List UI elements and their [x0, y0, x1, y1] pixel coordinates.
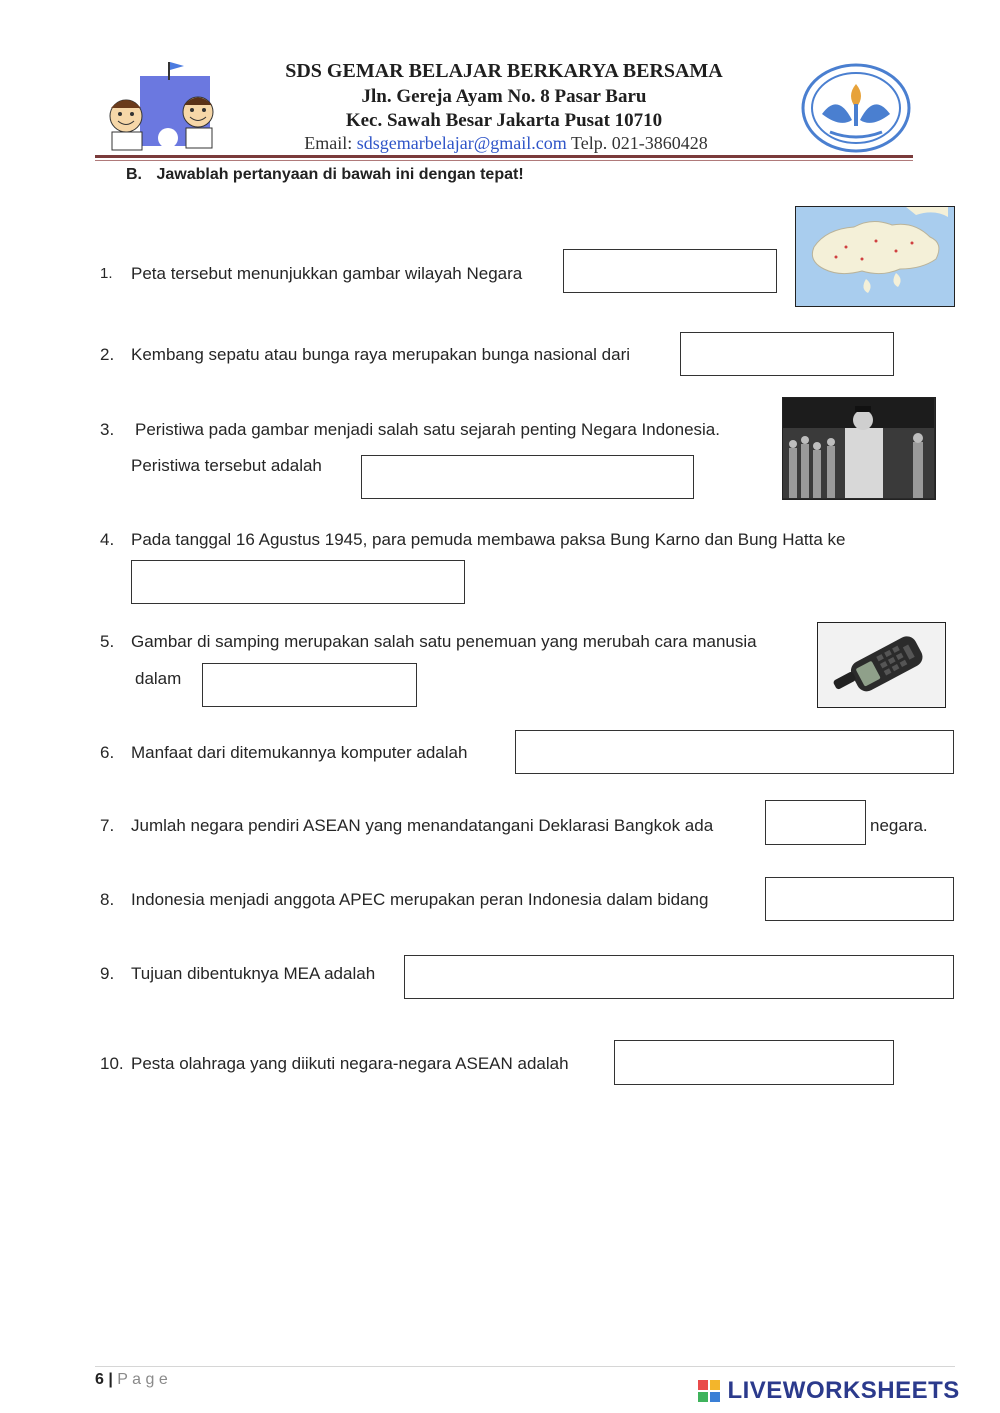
- proclamation-photo: [782, 397, 936, 500]
- page-number: 6: [95, 1371, 104, 1388]
- question-text: Peristiwa pada gambar menjadi salah satu sejarah penting Negara Indonesia.: [135, 420, 720, 439]
- question-number: 7.: [100, 816, 115, 835]
- phone-number: Telp. 021-3860428: [570, 133, 708, 153]
- question-text-line2: dalam: [135, 669, 182, 688]
- liveworksheets-brand[interactable]: [698, 1377, 960, 1405]
- question-text: Tujuan dibentuknya MEA adalah: [131, 964, 376, 983]
- contact-line: [228, 133, 784, 154]
- question-number: 8.: [100, 890, 115, 909]
- email-label: Email:: [304, 133, 353, 153]
- question-text: Kembang sepatu atau bunga raya merupakan bunga nasional dari: [131, 345, 631, 364]
- question-number: 6.: [100, 743, 115, 762]
- page-separator: |: [108, 1371, 113, 1388]
- answer-box-3[interactable]: [361, 455, 694, 499]
- singapore-map-image: [795, 206, 955, 307]
- answer-box-6[interactable]: [515, 730, 954, 774]
- footer-rule: [95, 1366, 955, 1367]
- section-letter: B.: [126, 166, 142, 183]
- school-address-line1: Jln. Gereja Ayam No. 8 Pasar Baru: [361, 86, 647, 107]
- question-text: Indonesia menjadi anggota APEC merupakan peran Indonesia dalam bidang: [131, 890, 709, 909]
- school-logo: [98, 58, 228, 154]
- question-text: Pesta olahraga yang diikuti negara-negara ASEAN adalah: [131, 1054, 569, 1073]
- header-rule: [95, 155, 913, 158]
- question-text: Jumlah negara pendiri ASEAN yang menandatangani Deklarasi Bangkok ada: [131, 816, 714, 835]
- answer-box-7[interactable]: [765, 800, 866, 845]
- question-number: 9.: [100, 964, 115, 983]
- question-number: 3.: [100, 420, 115, 439]
- section-instruction: Jawablah pertanyaan di bawah ini dengan tepat!: [156, 166, 524, 183]
- email-link[interactable]: sdsgemarbelajar@gmail.com: [356, 133, 567, 153]
- liveworksheets-logo-icon: [698, 1380, 720, 1402]
- question-text: Peta tersebut menunjukkan gambar wilayah Negara: [131, 264, 523, 283]
- answer-box-5[interactable]: [202, 663, 417, 707]
- education-emblem: [800, 62, 912, 154]
- question-number: 5.: [100, 632, 115, 651]
- page-footer: [95, 1371, 168, 1389]
- school-name: SDS GEMAR BELAJAR BERKARYA BERSAMA: [285, 60, 723, 82]
- header-rule-thin: [95, 160, 913, 161]
- answer-box-2[interactable]: [680, 332, 894, 376]
- school-address-line2: Kec. Sawah Besar Jakarta Pusat 10710: [345, 110, 663, 131]
- answer-box-1[interactable]: [563, 249, 777, 293]
- question-text: Gambar di samping merupakan salah satu penemuan yang merubah cara manusia: [131, 632, 757, 651]
- answer-box-4[interactable]: [131, 560, 465, 604]
- liveworksheets-text: LIVEWORKSHEETS: [727, 1377, 960, 1404]
- question-text: Manfaat dari ditemukannya komputer adalah: [131, 743, 468, 762]
- page-label: P a g e: [117, 1371, 168, 1388]
- question-number: 1.: [100, 265, 113, 282]
- question-number: 10.: [100, 1054, 124, 1073]
- answer-box-9[interactable]: [404, 955, 954, 999]
- question-suffix: negara.: [870, 816, 928, 835]
- section-title: [126, 166, 524, 184]
- question-number: 4.: [100, 530, 115, 549]
- mobile-phone-image: [817, 622, 946, 708]
- question-text: Pada tanggal 16 Agustus 1945, para pemuda membawa paksa Bung Karno dan Bung Hatta ke: [131, 530, 846, 549]
- answer-box-8[interactable]: [765, 877, 954, 921]
- question-number: 2.: [100, 345, 115, 364]
- answer-box-10[interactable]: [614, 1040, 894, 1085]
- question-text-line2: Peristiwa tersebut adalah: [131, 456, 322, 475]
